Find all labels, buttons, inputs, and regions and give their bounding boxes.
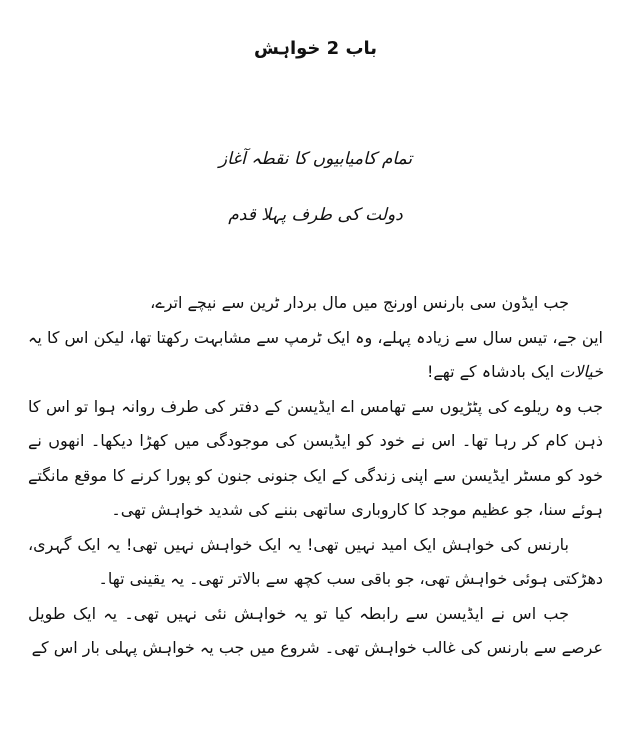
paragraph-1: جب ایڈون سی بارنس اورنج میں مال بردار ٹرین سے نیچے اترے، [150, 293, 569, 312]
chapter-title: باب 2 خواہش [253, 38, 378, 59]
paragraph-2-tail-prefix: یہ [28, 327, 42, 347]
paragraph-3: جب وہ ریلوے کی پٹڑیوں سے تھامس اے ایڈیسن کے دفتر کی طرف روانہ ہوا تو اس کا ذہن کام کر رہا تھا۔ اس نے خود کو ایڈیسن کی موجودگی میں کھڑا دیکھا۔ انھوں نے خود کو مسٹر ایڈیسن سے اپنی زندگی کے ایک جنونی جنون کو پورا کرنے کا موقع مانگتے ہوئے سنا، جو عظیم موجد کا کاروباری ساتھی بننے کی شدید خواہش تھی۔ [28, 396, 603, 519]
body-text [28, 286, 603, 666]
paragraph-2 [28, 321, 603, 390]
paragraph-2-tail-suffix: ایک بادشاہ کے تھے! [426, 362, 560, 381]
paragraph-4: بارنس کی خواہش ایک امید نہیں تھی! یہ ایک خواہش نہیں تھی! یہ ایک گہری، دھڑکتی ہوئی خواہش تھی، جو باقی سب کچھ سے بالاتر تھی۔ یہ یقینی تھا۔ [28, 534, 603, 588]
subheading-2: دولت کی طرف پہلا قدم [228, 205, 403, 225]
paragraph-2-tail-italic: خیالات [559, 362, 603, 381]
paragraph-2-text: این جے، تیس سال سے زیادہ پہلے، وہ ایک ٹرمپ سے مشابہت رکھتا تھا، لیکن اس کا [46, 327, 603, 347]
paragraph-5: جب اس نے ایڈیسن سے رابطہ کیا تو یہ خواہش نئی نہیں تھی۔ یہ ایک طویل عرصے سے بارنس کی غالب خواہش تھی۔ شروع میں جب یہ خواہش پہلی بار اس کے [28, 603, 603, 657]
subheading-1: تمام کامیابیوں کا نقطہ آغاز [218, 149, 413, 169]
